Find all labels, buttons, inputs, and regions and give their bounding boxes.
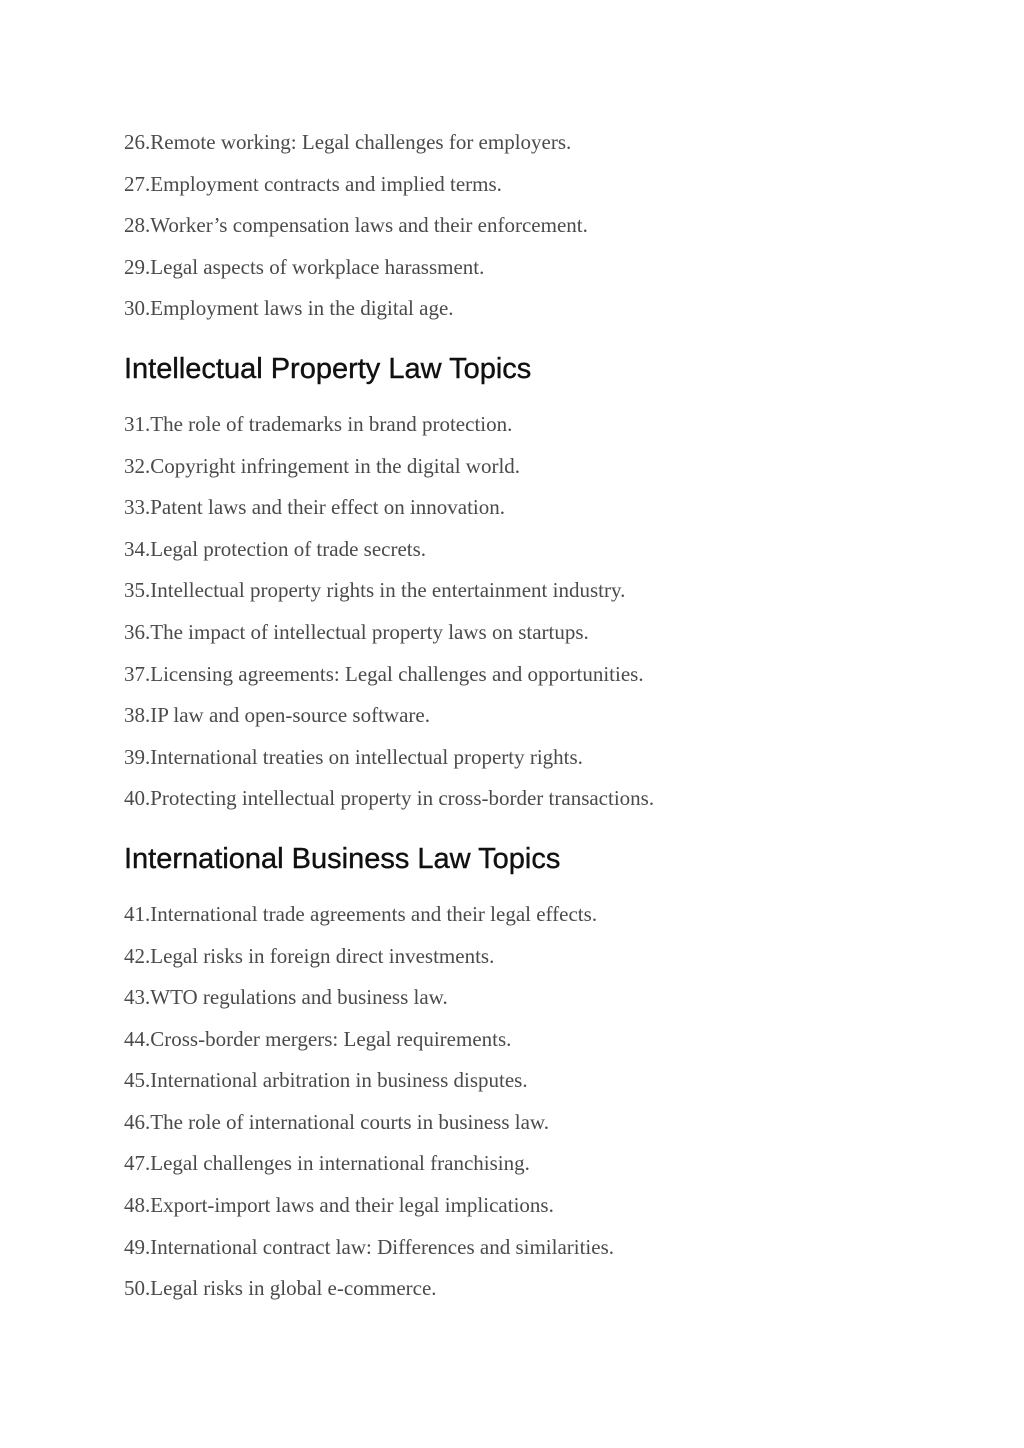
list-item: 39.International treaties on intellectual property rights. [124,744,583,769]
list-item: 30.Employment laws in the digital age. [124,296,454,321]
list-item: 47.Legal challenges in international franchising. [124,1151,530,1176]
list-item: 48.Export-import laws and their legal implications. [124,1193,554,1218]
list-item: 40.Protecting intellectual property in cross-border transactions. [124,786,655,811]
ib-topics-list [124,894,984,1310]
list-item: 34.Legal protection of trade secrets. [124,536,427,561]
list-item: 41.International trade agreements and their legal effects. [124,901,598,926]
list-item: 27.Employment contracts and implied terms. [124,171,502,196]
list-item: 37.Licensing agreements: Legal challenges and opportunities. [124,661,644,686]
ib-section-heading: International Business Law Topics [124,842,561,875]
document-page [124,122,984,1310]
list-item: 28.Worker’s compensation laws and their enforcement. [124,213,588,238]
list-item: 43.WTO regulations and business law. [124,985,448,1010]
ip-topics-list [124,404,984,820]
list-item: 33.Patent laws and their effect on innovation. [124,495,506,520]
list-item: 45.International arbitration in business disputes. [124,1068,528,1093]
list-item: 49.International contract law: Differences and similarities. [124,1234,615,1259]
list-item: 46.The role of international courts in business law. [124,1109,549,1134]
list-item: 26.Remote working: Legal challenges for employers. [124,130,572,154]
list-item: 50.Legal risks in global e-commerce. [124,1276,437,1301]
list-item: 38.IP law and open-source software. [124,703,430,728]
list-item: 35.Intellectual property rights in the entertainment industry. [124,578,626,603]
employment-topics-list [124,122,984,330]
ip-section-heading: Intellectual Property Law Topics [124,352,532,385]
list-item: 44.Cross-border mergers: Legal requirements. [124,1026,512,1051]
list-item: 29.Legal aspects of workplace harassment. [124,254,485,279]
list-item: 31.The role of trademarks in brand protection. [124,411,513,436]
list-item: 36.The impact of intellectual property laws on startups. [124,619,589,644]
list-item: 42.Legal risks in foreign direct investments. [124,943,495,968]
list-item: 32.Copyright infringement in the digital world. [124,453,521,478]
